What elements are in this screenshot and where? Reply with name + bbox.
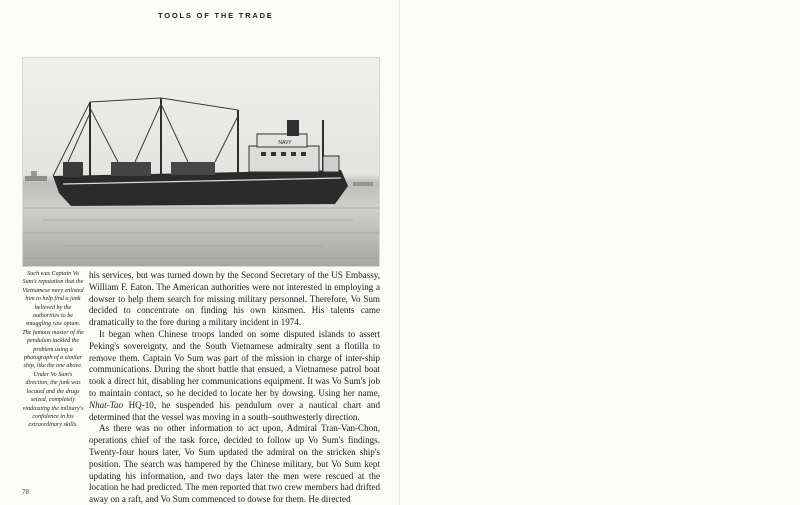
water-ripples: [23, 208, 379, 258]
ship-name: Nhat-Tao: [89, 399, 124, 410]
ship-hull: [53, 170, 348, 206]
left-paragraph-3: As there was no other information to act upon, Admiral Tran-Van-Chon, operations chief of the task force, decided to follow up Vo Sum's findings. Twenty-four hours later, Vo Sum updated the admiral on the stricken ship's position. The search was hampered by the Chinese military, but Vo Sum kept updating his information, and two days later the men were rescued at the location he had predicted. The men reported that two crew members had drifted away on a raft, and Vo Sum commenced to dowse for them. He directed: [89, 423, 380, 505]
distant-ship-right: [353, 182, 373, 186]
right-page: [400, 0, 800, 505]
ship-funnel: [287, 120, 299, 136]
ship-photograph: [22, 57, 380, 267]
left-paragraph-1: his services, but was turned down by the Second Secretary of the US Embassy, William F. Eaton. The American authorities were not interested in employing a dowser to help them search for missing military personnel. Therefore, Vo Sum decided to concentrate on finding his own kinsmen. His talents came dramatically to the fore during a military incident in 1974.: [89, 270, 380, 328]
photo-caption: Such was Captain Vo Sum's reputation that the Vietnamese navy enlisted him to help find a junk believed by the authorities to be smuggling raw opium. The famous master of the pendulum tackled the problem using a photograph of a similar ship, like the one above. Under Vo Sum's direction, the junk was located and the drugs seized, completely vindicating the military's confidence in his extraordinary skills.: [22, 271, 84, 429]
ship-superstructure: [249, 146, 319, 172]
cargo-ship-image: [23, 58, 379, 266]
left-body-text: [89, 270, 380, 505]
running-head-left: TOOLS OF THE TRADE: [158, 11, 274, 20]
distant-ship-left: [25, 176, 47, 181]
page-number-left: 78: [22, 488, 29, 496]
ship-marking: NAVY: [278, 140, 292, 146]
left-paragraph-2: It began when Chinese troops landed on some disputed islands to assert Peking's sovereignty, and the South Vietnamese admiralty sent a flotilla to remove them. Captain Vo Sum was part of the mission in charge of inter-ship communications. During the short battle that ensued, a Vietnamese patrol boat took a direct hit, disabling her communications equipment. It was Vo Sum's job to maintain contact, so he decided to locate her by dowsing. Using her name, Nhat-Tao HQ-10, he suspended his pendulum over a nautical chart and determined that the vessel was moving in a south–southwesterly direction.: [89, 328, 380, 422]
